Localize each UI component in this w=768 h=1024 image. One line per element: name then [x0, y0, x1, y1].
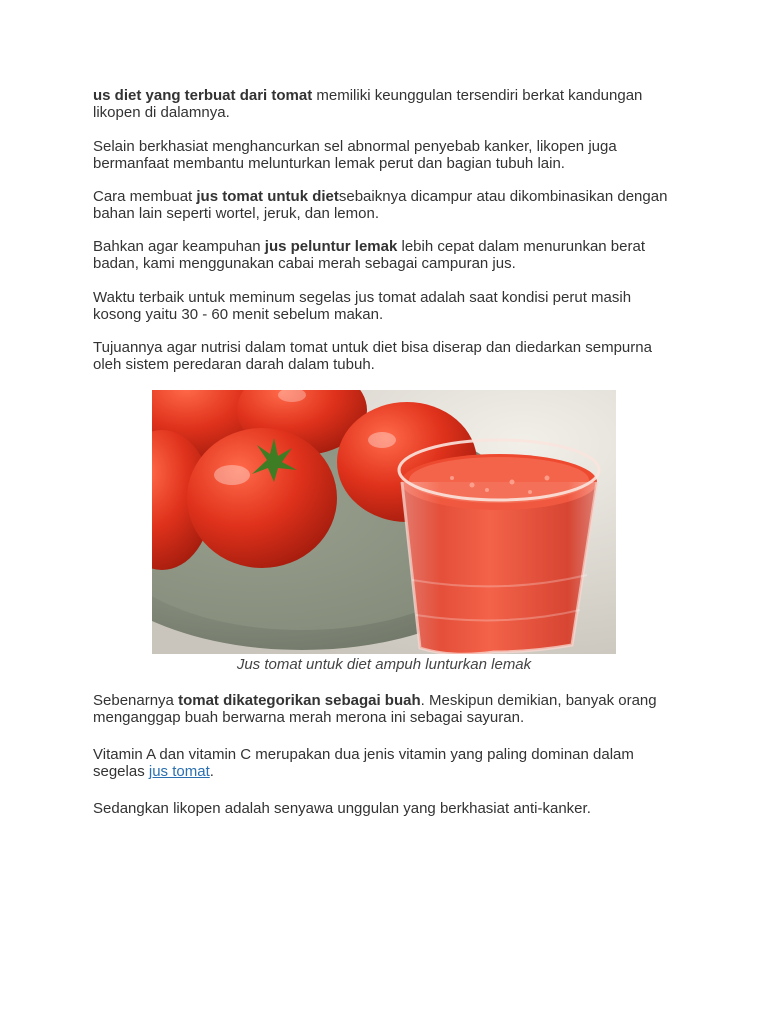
paragraph-text: Sedangkan likopen adalah senyawa unggulan yang berkhasiat anti-kanker.	[93, 800, 591, 817]
paragraph-text: Tujuannya agar nutrisi dalam tomat untuk diet bisa diserap dan diedarkan sempurna oleh sistem peredaran darah dalam tubuh.	[93, 339, 652, 373]
paragraph-text: Cara membuat	[93, 188, 197, 205]
bold-phrase: jus tomat untuk diet	[196, 188, 339, 205]
paragraph-intro	[93, 87, 683, 121]
paragraph-text: . Meskipun demikian, banyak orang menganggap buah berwarna merah merona ini sebagai sayuran.	[93, 692, 657, 726]
paragraph-text: memiliki keunggulan tersendiri berkat kandungan likopen di dalamnya.	[93, 87, 643, 121]
paragraph-kategori-buah	[93, 692, 683, 726]
paragraph-vitamin	[93, 746, 683, 780]
paragraph-text: Selain berkhasiat menghancurkan sel abnormal penyebab kanker, likopen juga bermanfaat membantu melunturkan lemak perut dan bagian tubuh lain.	[93, 138, 617, 172]
figure-caption: Jus tomat untuk diet ampuh lunturkan lemak	[236, 656, 532, 673]
jus-tomat-link[interactable]: jus tomat	[148, 763, 210, 780]
paragraph-cara-membuat	[93, 188, 683, 222]
bold-phrase: tomat dikategorikan sebagai buah	[178, 692, 421, 709]
paragraph-text: sebaiknya dicampur atau dikombinasikan dengan bahan lain seperti wortel, jeruk, dan lemon.	[93, 188, 668, 222]
bold-phrase: us diet yang terbuat dari tomat	[93, 87, 313, 104]
paragraph-tujuannya	[93, 339, 683, 373]
paragraph-waktu-terbaik	[93, 289, 683, 323]
paragraph-text: Vitamin A dan vitamin C merupakan dua jenis vitamin yang paling dominan dalam segelas	[93, 746, 634, 780]
paragraph-text: Bahkan agar keampuhan	[93, 238, 265, 255]
paragraph-text: lebih cepat dalam menurunkan berat badan, kami menggunakan cabai merah sebagai campuran jus.	[93, 238, 645, 272]
paragraph-text: .	[209, 763, 214, 780]
paragraph-likopen	[93, 138, 683, 172]
bold-phrase: jus peluntur lemak	[264, 238, 398, 255]
paragraph-keampuhan	[93, 238, 683, 272]
paragraph-text: Sebenarnya	[93, 692, 179, 709]
tomato-juice-photo	[152, 390, 616, 654]
paragraph-anti-kanker	[93, 800, 683, 817]
paragraph-text: Waktu terbaik untuk meminum segelas jus tomat adalah saat kondisi perut masih kosong yaitu 30 - 60 menit sebelum makan.	[93, 289, 632, 323]
